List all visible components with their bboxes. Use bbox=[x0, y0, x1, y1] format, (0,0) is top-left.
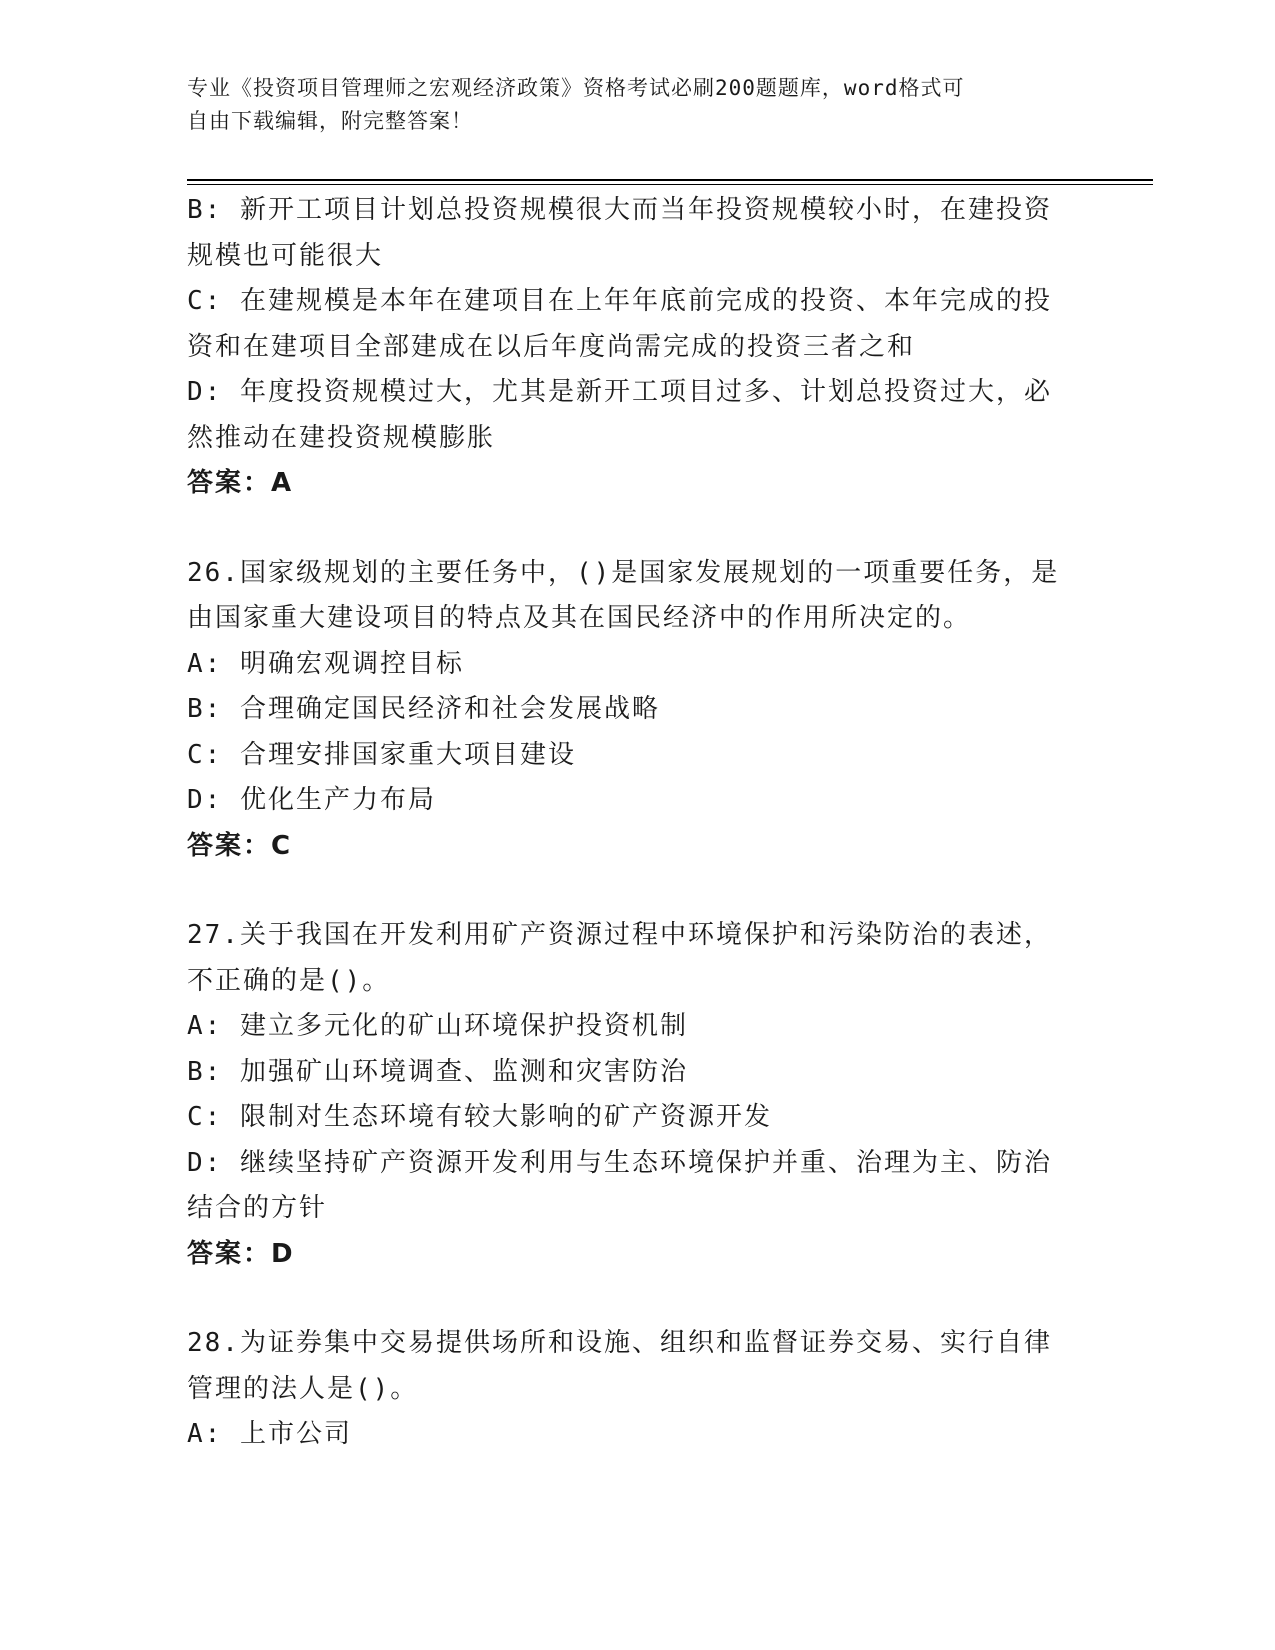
option-a: A: 上市公司 bbox=[187, 1419, 352, 1449]
question-spacer bbox=[187, 869, 1087, 913]
option-d-line-1: D: 继续坚持矿产资源开发利用与生态环境保护并重、治理为主、防治 bbox=[187, 1147, 1052, 1178]
question-27 bbox=[187, 913, 1087, 1277]
question-stem-line-2: 由国家重大建设项目的特点及其在国民经济中的作用所决定的。 bbox=[187, 603, 972, 633]
answer-line: 答案：C bbox=[187, 830, 293, 861]
answer-line: 答案：A bbox=[187, 468, 294, 498]
option-d-line-2: 结合的方针 bbox=[187, 1193, 328, 1223]
question-stem-line-2: 不正确的是()。 bbox=[187, 965, 391, 996]
document-body bbox=[187, 188, 1087, 1458]
option-c: C: 限制对生态环境有较大影响的矿产资源开发 bbox=[187, 1102, 772, 1132]
question-stem-line-1: 26.国家级规划的主要任务中，()是国家发展规划的一项重要任务，是 bbox=[187, 557, 1060, 588]
option-b-line-2: 规模也可能很大 bbox=[187, 240, 384, 271]
question-26 bbox=[187, 551, 1087, 870]
document-header bbox=[187, 72, 1067, 138]
option-b: B: 加强矿山环境调查、监测和灾害防治 bbox=[187, 1056, 688, 1087]
option-d-line-2: 然推动在建投资规模膨胀 bbox=[187, 422, 496, 453]
option-c-line-1: C: 在建规模是本年在建项目在上年年底前完成的投资、本年完成的投 bbox=[187, 286, 1052, 316]
option-a: A: 建立多元化的矿山环境保护投资机制 bbox=[187, 1011, 688, 1041]
question-28 bbox=[187, 1321, 1087, 1458]
question-25-continued bbox=[187, 188, 1087, 507]
question-stem-line-1: 27.关于我国在开发利用矿产资源过程中环境保护和污染防治的表述， bbox=[187, 920, 1052, 950]
question-stem-line-1: 28.为证券集中交易提供场所和设施、组织和监督证券交易、实行自律 bbox=[187, 1328, 1052, 1358]
answer-line: 答案：D bbox=[187, 1238, 295, 1269]
option-d: D: 优化生产力布局 bbox=[187, 785, 436, 815]
header-divider-thick bbox=[187, 179, 1153, 181]
question-spacer bbox=[187, 1277, 1087, 1321]
option-c: C: 合理安排国家重大项目建设 bbox=[187, 739, 576, 770]
header-line-1: 专业《投资项目管理师之宏观经济政策》资格考试必刷200题题库，word格式可 bbox=[187, 76, 965, 100]
header-line-2: 自由下载编辑，附完整答案！ bbox=[187, 109, 473, 133]
option-a: A: 明确宏观调控目标 bbox=[187, 648, 464, 679]
question-stem-line-2: 管理的法人是()。 bbox=[187, 1373, 419, 1404]
option-b-line-1: B: 新开工项目计划总投资规模很大而当年投资规模较小时，在建投资 bbox=[187, 195, 1052, 225]
header-divider-thin bbox=[187, 184, 1153, 185]
option-b: B: 合理确定国民经济和社会发展战略 bbox=[187, 694, 660, 724]
option-c-line-2: 资和在建项目全部建成在以后年度尚需完成的投资三者之和 bbox=[187, 331, 916, 362]
option-d-line-1: D: 年度投资规模过大，尤其是新开工项目过多、计划总投资过大，必 bbox=[187, 377, 1052, 407]
question-spacer bbox=[187, 507, 1087, 551]
